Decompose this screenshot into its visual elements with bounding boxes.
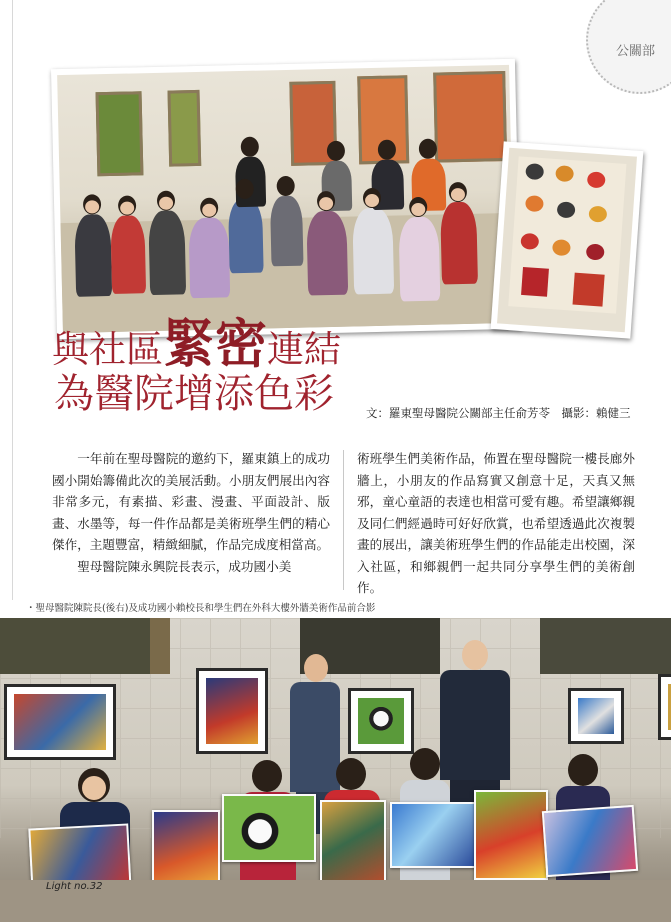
page-footer: Light no.32 xyxy=(46,881,103,892)
classroom-group-photo xyxy=(51,59,521,339)
article-paragraph: 聖母醫院陳永興院長表示，成功國小美 xyxy=(77,558,292,574)
page-edge-line xyxy=(12,0,13,600)
headline-line-2: 為醫院增添色彩 xyxy=(54,371,334,417)
column-divider xyxy=(343,450,344,590)
artwork-wall-photo xyxy=(491,141,644,338)
article-column-2 xyxy=(357,448,635,599)
article-paragraph: 一年前在聖母醫院的邀約下，羅東鎮上的成功國小開始籌備此次的美展活動。小朋友們展出內容非常多元，有素描、彩畫、漫畫、平面設計、版畫、水墨等，每一件作品都是美術班學生們的精心傑作，主題豐富，精緻細膩，作品完成度相當高。 xyxy=(52,451,330,552)
exhibition-group-photo xyxy=(0,618,671,922)
headline-part-1: 與社區 xyxy=(52,328,163,371)
headline-part-2: 連結 xyxy=(267,328,342,371)
photo-caption: ・聖母醫院陳院長(後右)及成功國小賴校長和學生們在外科大樓外牆美術作品前合影 xyxy=(26,603,376,614)
article-column-1 xyxy=(52,448,330,577)
author-credit: 文：羅東聖母醫院公關部主任俞芳苓 攝影：賴健三 xyxy=(366,406,631,420)
section-badge-label: 公關部 xyxy=(616,44,656,59)
headline-line-1 xyxy=(52,314,342,375)
section-badge xyxy=(586,0,671,94)
headline-emphasis: 緊密 xyxy=(163,314,268,375)
article-paragraph: 術班學生們美術作品，佈置在聖母醫院一樓長廊外牆上，小朋友的作品寫實又創意十足，天真又無邪，童心童語的表達也相當可愛有趣。希望讓鄉親及同仁們經過時可好好欣賞，也希望透過此次複製畫的展出，讓美術班學生們的作品能走出校園，深入社區，和鄉親們一起共同分享學生們的美術創作。 xyxy=(357,451,635,595)
